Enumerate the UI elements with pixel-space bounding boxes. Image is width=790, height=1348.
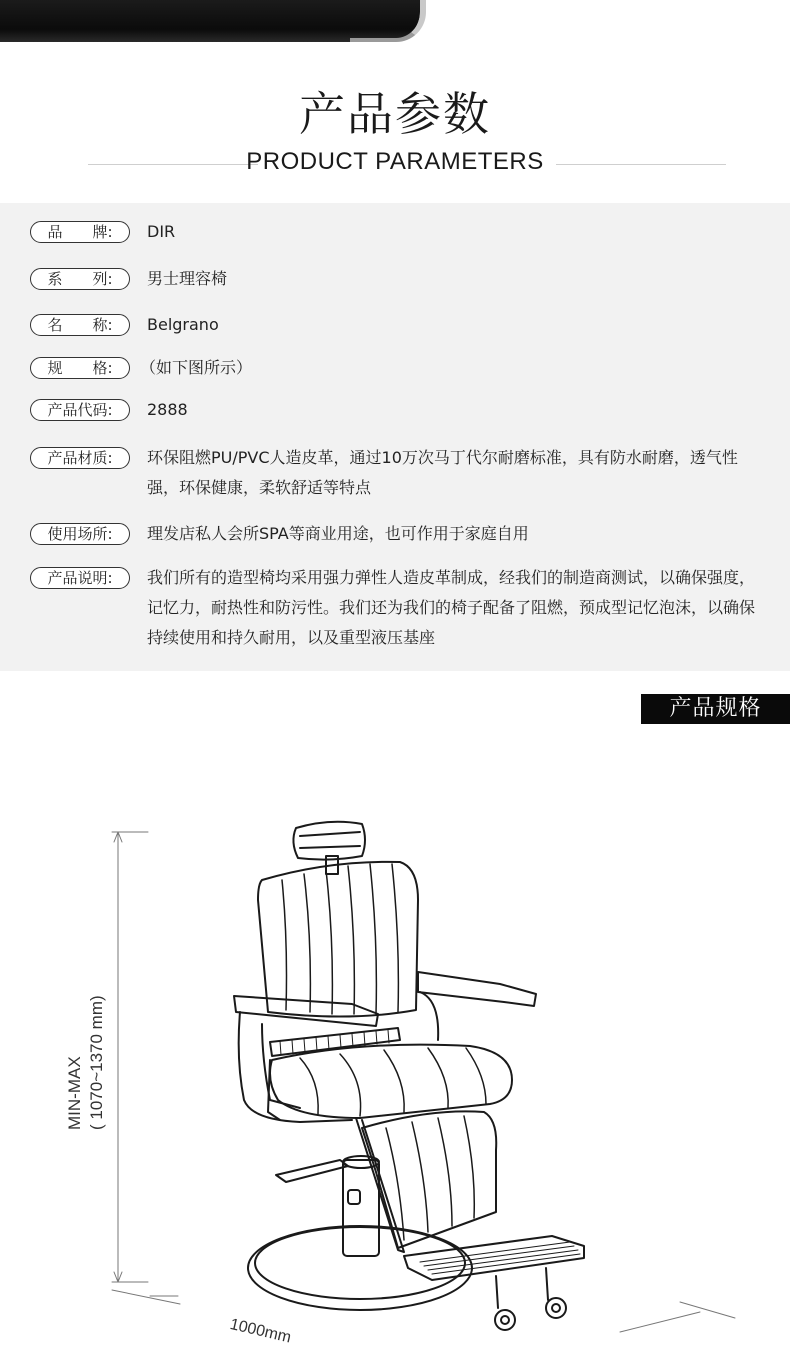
param-value-name: Belgrano [147,315,219,334]
height-label-range-values: ( 1070~1370 mm) [87,995,106,1130]
height-dimension-label [64,995,108,1130]
param-label-material: 产品材质: [30,447,130,469]
width-dimension-label: 1000mm [228,1316,293,1347]
chair-foot-plate [404,1236,584,1280]
param-value-series: 男士理容椅 [147,269,228,288]
param-label-brand: 品 牌: [30,221,130,243]
param-label-usage: 使用场所: [30,523,130,545]
param-value-material: 环保阻燃PU/PVC人造皮革，通过10万次马丁代尔耐磨标准，具有防水耐磨，透气性强，环保健康，柔软舒适等特点 [147,448,738,497]
param-label-series: 系 列: [30,268,130,290]
spec-section-tag: 产品规格 [641,694,790,724]
chair-armrest-left [234,996,378,1026]
chair-headrest [293,822,365,860]
section-subtitle: PRODUCT PARAMETERS [246,148,544,175]
chair-armrest-right [418,972,536,1006]
product-photo-crop [0,0,790,42]
chair-dimension-diagram [0,760,790,1335]
parameters-panel [0,203,790,671]
section-subtitle-row [0,148,790,178]
height-dimension-line [112,832,148,1282]
foot-rest-bar [276,1160,348,1182]
width-dimension-line [112,1290,735,1332]
param-label-spec: 规 格: [30,357,130,379]
param-value-usage: 理发店私人会所SPA等商业用途，也可作用于家庭自用 [147,524,529,543]
param-label-name: 名 称: [30,314,130,336]
param-label-description: 产品说明: [30,567,130,589]
param-value-description: 我们所有的造型椅均采用强力弹性人造皮革制成，经我们的制造商测试，以确保强度，记忆力，耐热性和防污性。我们还为我们的椅子配备了阻燃，预成型记忆泡沫，以确保持续使用和持久耐用，以及重型液压基座 [147,568,756,647]
recline-mechanism [270,1028,400,1056]
chrome-frame-photo [350,0,426,42]
param-value-code: 2888 [147,400,188,419]
divider-right [556,164,726,165]
param-label-code: 产品代码: [30,399,130,421]
chair-seat [270,1045,512,1118]
height-label-range-title: MIN-MAX [65,1056,84,1130]
param-value-spec: （如下图所示） [140,358,253,377]
section-title: 产品参数 [299,87,491,141]
param-value-brand: DIR [147,222,176,241]
chair-casters [495,1268,566,1330]
